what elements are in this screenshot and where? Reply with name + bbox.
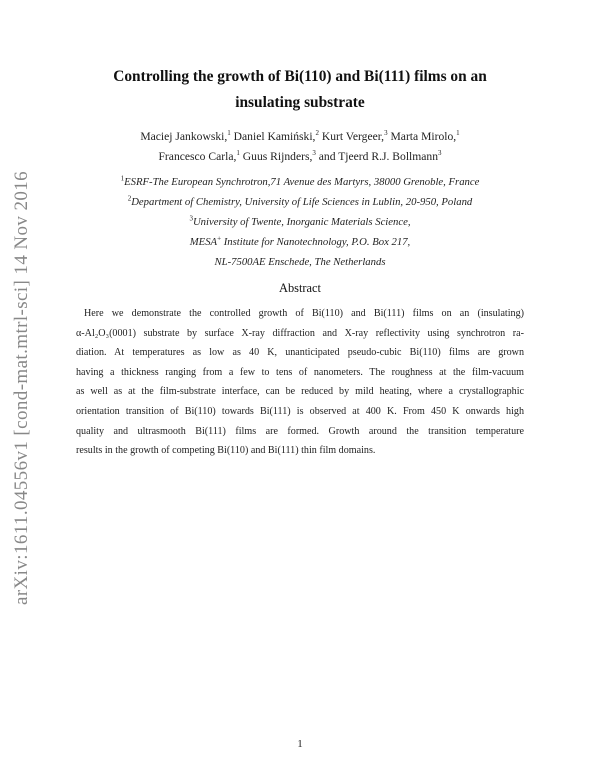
abstract-line: results in the growth of competing Bi(110) and Bi(111) thin film domains. bbox=[76, 445, 376, 457]
affiliation-2 bbox=[60, 192, 540, 212]
abstract-body bbox=[76, 304, 524, 461]
author-name: Daniel Kamiński, bbox=[233, 130, 316, 143]
superscript-plus: + bbox=[217, 234, 222, 243]
abstract-line: diation. At temperatures as low as 40 K, unanticipated pseudo-cubic Bi(110) films are grown bbox=[76, 347, 524, 359]
abstract-line: α-Al₂O₃(0001) substrate by surface X-ray diffraction and X-ray reflectivity using synchrotron ra- bbox=[76, 327, 524, 339]
author-name: Francesco Carla, bbox=[158, 150, 237, 163]
affiliation-3 bbox=[60, 212, 540, 232]
author-affil-mark: 3 bbox=[438, 149, 442, 158]
author-name: Marta Mirolo, bbox=[390, 130, 457, 143]
title-line-2: insulating substrate bbox=[235, 94, 365, 111]
page-number: 1 bbox=[297, 738, 303, 750]
affil-mark: 2 bbox=[127, 194, 132, 203]
abstract-line: orientation transition of Bi(110) towards Bi(111) is observed at 400 K. From 450 K onwards high bbox=[76, 405, 524, 417]
author-name: Maciej Jankowski, bbox=[140, 130, 228, 143]
author-affil-mark: 1 bbox=[236, 149, 240, 158]
author-name: Kurt Vergeer, bbox=[321, 130, 385, 143]
author-line-1 bbox=[60, 127, 540, 147]
affiliations bbox=[60, 172, 540, 272]
author-line-2 bbox=[60, 147, 540, 167]
author-list bbox=[60, 127, 540, 167]
affil-mark: 3 bbox=[189, 214, 193, 223]
title-line-1: Controlling the growth of Bi(110) and Bi(111) films on an bbox=[113, 68, 487, 85]
author-affil-mark: 2 bbox=[315, 129, 319, 138]
affiliation-3-line-3: NL-7500AE Enschede, The Netherlands bbox=[214, 256, 386, 268]
author-affil-mark: 3 bbox=[384, 129, 388, 138]
abstract-line: having a thickness ranging from a few to tens of nanometers. The roughness at the film-vacuum bbox=[76, 366, 524, 378]
abstract-heading: Abstract bbox=[279, 281, 321, 295]
affiliation-text: Department of Chemistry, University of Life Sciences in Lublin, 20-950, Poland bbox=[131, 196, 473, 208]
affiliation-text: MESA bbox=[189, 236, 218, 248]
affiliation-text: Institute for Nanotechnology, P.O. Box 217, bbox=[221, 236, 411, 248]
affiliation-3-line-2 bbox=[60, 232, 540, 252]
paper-title bbox=[60, 64, 540, 116]
abstract-line: Here we demonstrate the controlled growth of Bi(110) and Bi(111) films on an (insulating) bbox=[84, 308, 524, 319]
author-affil-mark: 1 bbox=[456, 129, 460, 138]
author-affil-mark: 3 bbox=[312, 149, 316, 158]
affil-mark: 1 bbox=[120, 174, 125, 183]
author-name: and Tjeerd R.J. Bollmann bbox=[318, 150, 439, 163]
abstract-line: as well as at the film-substrate interface, can be reduced by mild heating, where a crystallographic bbox=[76, 386, 524, 398]
arxiv-stamp: arXiv:1611.04556v1 [cond-mat.mtrl-sci] 14 Nov 2016 bbox=[11, 170, 32, 605]
author-name: Guus Rijnders, bbox=[242, 150, 313, 163]
affiliation-text: University of Twente, Inorganic Materials Science, bbox=[192, 216, 411, 228]
affiliation-1 bbox=[60, 172, 540, 192]
author-affil-mark: 1 bbox=[227, 129, 231, 138]
affiliation-text: ESRF-The European Synchrotron,71 Avenue des Martyrs, 38000 Grenoble, France bbox=[124, 176, 480, 188]
abstract-line: quality and ultrasmooth Bi(111) films are formed. Growth around the transition temperature bbox=[76, 425, 524, 437]
